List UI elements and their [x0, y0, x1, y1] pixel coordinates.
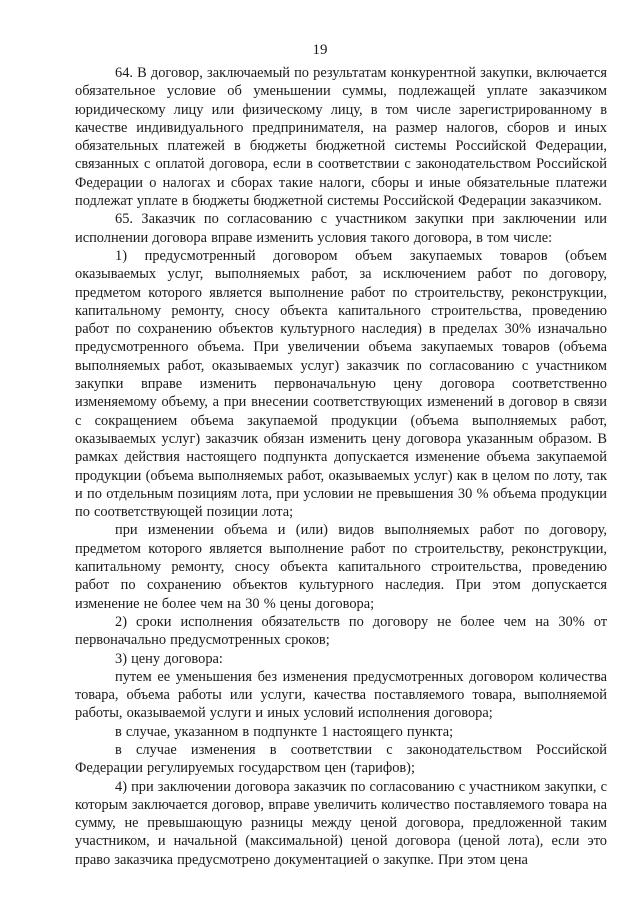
subitem-2: 2) сроки исполнения обязательств по договору не более чем на 30% от первоначально предусмотренных сроков; [75, 613, 607, 649]
subitem-3: 3) цену договора: [115, 650, 223, 667]
subitem-1-construction: при изменении объема и (или) видов выполняемых работ по договору, предметом которого является выполнение работ по строительству, реконструкции, капитальному ремонту, сносу объекта капитального строительства, проведению работ по сохранению объектов культурного наследия. При этом допускается изменение не более чем на 30 % цены договора; [75, 522, 607, 612]
paragraph-64: 64. В договор, заключаемый по результатам конкурентной закупки, включается обязательное условие об уменьшении суммы, подлежащей уплате заказчиком юридическому лицу или физическому лицу, в том числе зарегистрированному в качестве индивидуального предпринимателя, на размер налогов, сборов и иных обязательных платежей в бюджеты бюджетной системы Российской Федерации, связанных с оплатой договора, если в соответствии с законодательством Российской Федерации о налогах и сборах такие налоги, сборы и иные обязательные платежи подлежат уплате в бюджеты бюджетной системы Российской Федерации заказчиком. [75, 65, 607, 210]
document-body [75, 64, 607, 869]
subitem-3-case-1: в случае, указанном в подпункте 1 настоящего пункта; [115, 723, 454, 740]
subitem-3-decrease: путем ее уменьшения без изменения предусмотренных договором количества товара, объема работы или услуги, качества поставляемого товара, выполняемой работы, оказываемой услуги и иных условий исполнения договора; [75, 668, 607, 722]
paragraph-65: 65. Заказчик по согласованию с участником закупки при заключении или исполнении договора вправе изменить условия такого договора, в том числе: [75, 211, 607, 246]
subitem-1: 1) предусмотренный договором объем закупаемых товаров (объем оказываемых услуг, выполняемых работ, за исключением работ по договору, предметом которого является выполнение работ по строительству, реконструкции, капитальному ремонту, сносу объекта капитального строительства, проведению работ по сохранению объектов культурного наследия) в пределах 30% изначально предусмотренного объема. При увеличении объема закупаемых товаров (объема выполняемых работ, оказываемых услуг) заказчик по согласованию с участником закупки вправе изменить первоначальную цену договора соответственно изменяемому объему, а при внесении соответствующих изменений в договор в связи с сокращением объема закупаемой продукции (объема выполняемых работ, оказываемых услуг) заказчик обязан изменить цену договора указанным образом. В рамках действия настоящего подпункта допускается изменение объема закупаемой продукции (объема выполняемых работ, оказываемых услуг) как в целом по лоту, так и по отдельным позициям лота, при условии не превышения 30 % объема продукции по соответствующей позиции лота; [75, 247, 607, 521]
page-number: 19 [312, 42, 328, 58]
subitem-3-tariffs: в случае изменения в соответствии с законодательством Российской Федерации регулируемых государством цен (тарифов); [75, 741, 607, 777]
subitem-4: 4) при заключении договора заказчик по согласованию с участником закупки, с которым заключается договор, вправе увеличить количество поставляемого товара на сумму, не превышающую разницы между ценой договора, предложенной таким участником, и начальной (максимальной) ценой договора (ценой лота), если это право заказчика предусмотрено документацией о закупке. При этом цена [75, 778, 607, 868]
